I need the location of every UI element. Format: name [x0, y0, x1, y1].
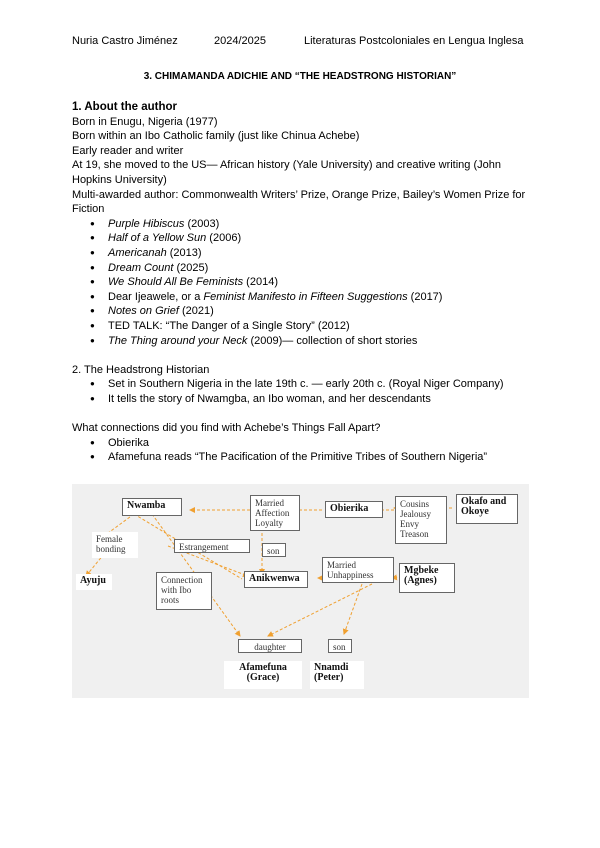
character-diagram [72, 484, 529, 698]
header-course: Literaturas Postcoloniales en Lengua Inglesa [304, 35, 524, 47]
header-author: Nuria Castro Jiménez [72, 35, 178, 47]
married-unhappiness-box: Married Unhappiness [322, 557, 394, 583]
female-bonding-box: Female bonding [92, 532, 138, 558]
story-item: ● It tells the story of Nwamgba, an Ibo woman, and her descendants [108, 392, 532, 407]
obierika-box: Obierika [325, 501, 383, 518]
afamefuna-box: Afamefuna (Grace) [224, 661, 302, 689]
married-loyalty-box: Married Affection Loyalty [250, 495, 300, 531]
work-item: ● Dear Ijeawele, or a Feminist Manifesto in Fifteen Suggestions (2017) [108, 290, 532, 305]
works-list [72, 217, 532, 348]
author-line: At 19, she moved to the US— African history (Yale University) and creative writing (John Hopkins University) [72, 159, 501, 186]
nnamdi-box: Nnamdi (Peter) [310, 661, 364, 689]
okafo-box: Okafo and Okoye [456, 494, 518, 524]
work-item: ● TED TALK: “The Danger of a Single Story” (2012) [108, 319, 532, 334]
document-title: 3. CHIMAMANDA ADICHIE AND “THE HEADSTRONG HISTORIAN” [143, 71, 457, 82]
author-line: Multi-awarded author: Commonwealth Writers’ Prize, Orange Prize, Bailey’s Women Prize for Fiction [72, 188, 526, 216]
work-item: ● Notes on Grief (2021) [108, 304, 532, 319]
story-list [72, 377, 532, 406]
header-year: 2024/2025 [214, 35, 266, 47]
cousins-box: Cousins Jealousy Envy Treason [395, 496, 447, 544]
work-item: ● We Should All Be Feminists (2014) [108, 275, 532, 290]
work-item: ● Purple Hibiscus (2003) [108, 217, 532, 232]
author-line: Born in Enugu, Nigeria (1977) [72, 115, 218, 128]
story-item: ● Set in Southern Nigeria in the late 19th c. — early 20th c. (Royal Niger Company) [108, 377, 532, 392]
author-line: Born within an Ibo Catholic family (just like Chinua Achebe) [72, 130, 360, 143]
anikwenwa-box: Anikwenwa [244, 571, 308, 588]
author-line: Early reader and writer [72, 144, 184, 157]
work-item: ● Americanah (2013) [108, 246, 532, 261]
connection-box: Connection with Ibo roots [156, 572, 212, 610]
connections-list [72, 436, 532, 465]
work-item: ● The Thing around your Neck (2009)— collection of short stories [108, 334, 532, 349]
connection-item: ● Obierika [108, 436, 532, 451]
estrangement-box: Estrangement [174, 539, 250, 553]
work-item: ● Dream Count (2025) [108, 261, 532, 276]
mgbeke-box: Mgbeke (Agnes) [399, 563, 455, 593]
daughter-box: daughter [238, 639, 302, 653]
son2-box: son [328, 639, 352, 653]
nwamba-box: Nwamba [122, 498, 182, 516]
work-item: ● Half of a Yellow Sun (2006) [108, 231, 532, 246]
question-text: What connections did you find with Achebe’s Things Fall Apart? [72, 422, 381, 435]
document-body [72, 100, 532, 465]
ayuju-box: Ayuju [76, 574, 112, 590]
son-box: son [262, 543, 286, 557]
section1-heading: 1. About the author [72, 101, 177, 113]
section2-heading: 2. The Headstrong Historian [72, 363, 210, 376]
connection-item: ● Afamefuna reads “The Pacification of the Primitive Tribes of Southern Nigeria” [108, 450, 532, 465]
